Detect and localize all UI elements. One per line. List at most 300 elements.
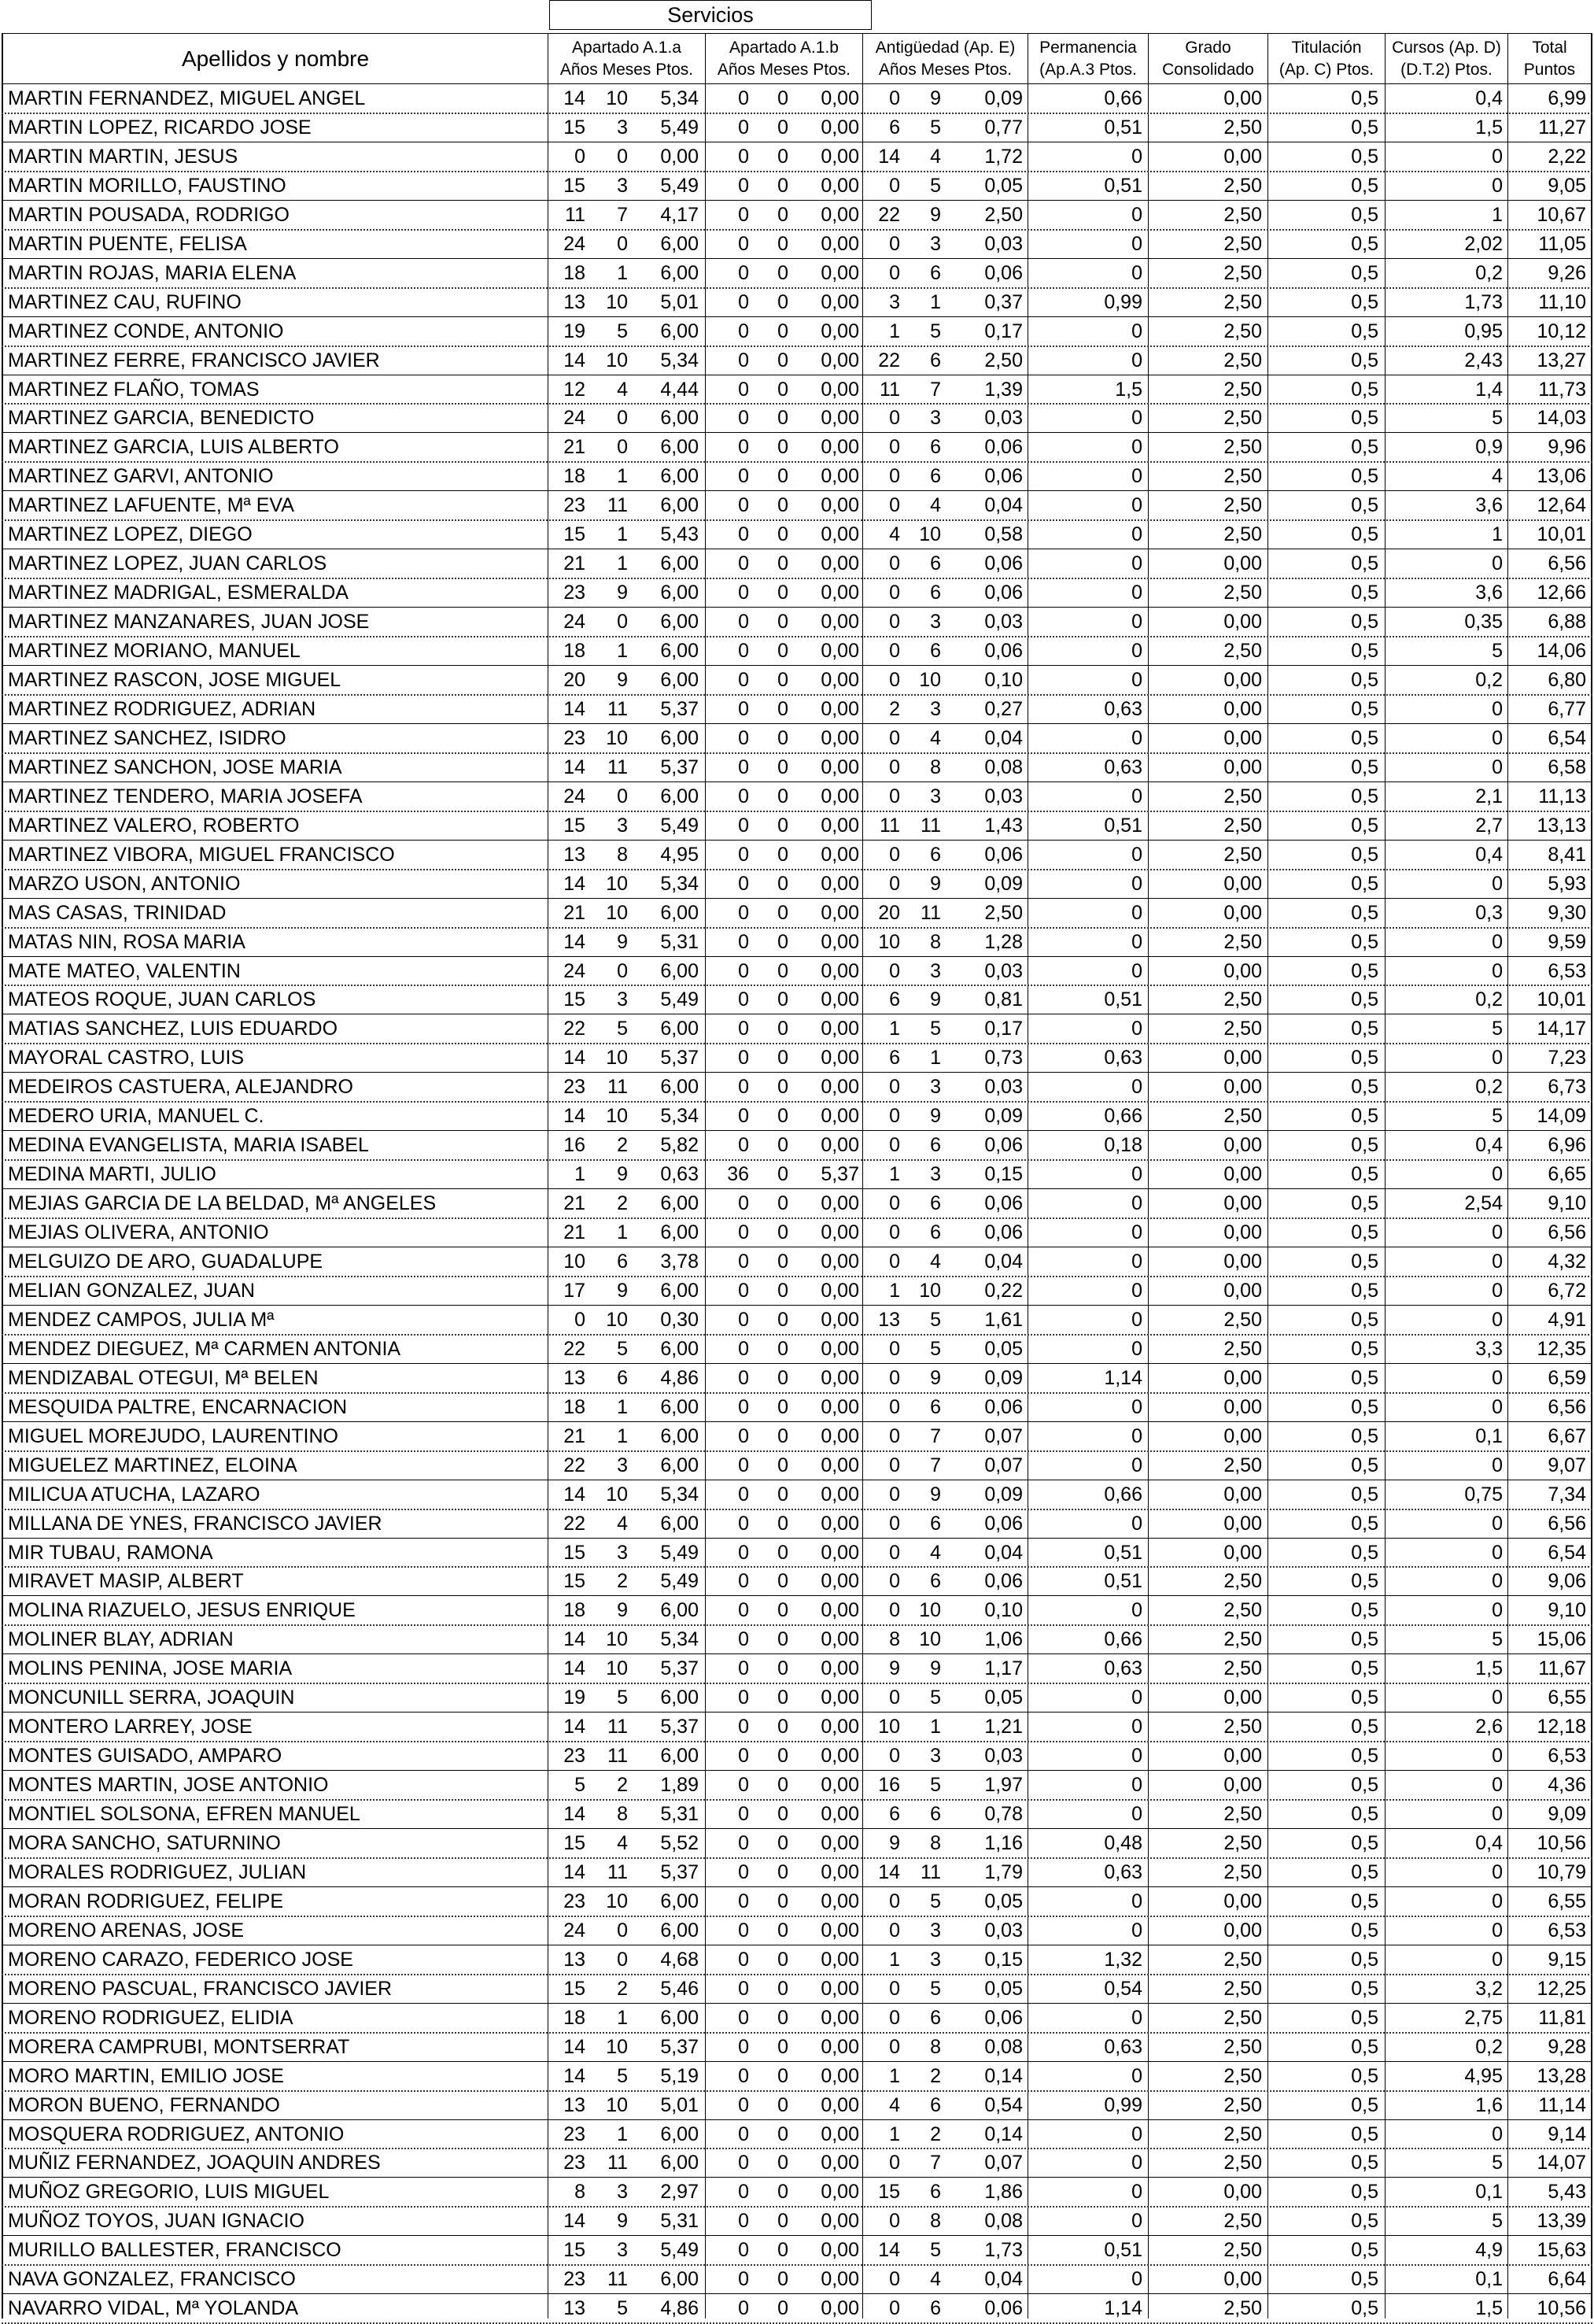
a1b-points-cell: 0,00	[821, 1134, 859, 1157]
a1a-months-cell: 9	[617, 1279, 628, 1302]
name-cell: MAYORAL CASTRO, LUIS	[8, 1047, 245, 1070]
name-cell: MARTINEZ SANCHON, JOSE MARIA	[8, 756, 342, 778]
a1b-months-cell: 0	[777, 436, 788, 459]
name-cell: MIGUEL MOREJUDO, LAURENTINO	[8, 1424, 338, 1447]
a1a-points-cell: 6,00	[660, 1018, 699, 1040]
antiguedad-months-cell: 9	[930, 988, 941, 1011]
a1b-years-cell: 0	[738, 407, 749, 430]
table-row	[0, 1073, 1594, 1102]
name-cell: MIGUELEZ MARTINEZ, ELOINA	[8, 1454, 297, 1476]
titulacion-cell: 0,5	[1351, 87, 1378, 109]
titulacion-cell: 0,5	[1351, 1337, 1378, 1360]
a1a-months-cell: 1	[617, 1424, 628, 1447]
a1a-months-cell: 8	[617, 1803, 628, 1826]
a1a-points-cell: 6,00	[660, 1512, 699, 1535]
a1a-points-cell: 6,00	[660, 1599, 699, 1622]
antiguedad-months-cell: 6	[930, 1192, 941, 1215]
grado-cell: 2,50	[1223, 436, 1262, 459]
a1b-points-cell: 0,00	[821, 378, 859, 401]
grado-cell: 2,50	[1223, 2152, 1262, 2174]
total-cell: 12,35	[1537, 1337, 1586, 1360]
a1a-points-cell: 6,00	[660, 785, 699, 807]
a1b-years-cell: 0	[738, 1948, 749, 1971]
antiguedad-points-cell: 0,06	[984, 2297, 1023, 2320]
total-cell: 11,14	[1538, 2093, 1586, 2116]
permanencia-cell: 0,66	[1104, 1483, 1142, 1506]
total-cell: 6,53	[1548, 1919, 1586, 1942]
name-cell: MONCUNILL SERRA, JOAQUIN	[8, 1687, 295, 1709]
grado-cell: 0,00	[1223, 1076, 1262, 1099]
a1b-years-cell: 0	[738, 1221, 749, 1244]
permanencia-cell: 0,51	[1104, 814, 1142, 837]
a1a-years-cell: 15	[563, 1832, 585, 1854]
antiguedad-years-cell: 10	[878, 930, 900, 953]
name-cell: MARTINEZ MADRIGAL, ESMERALDA	[8, 582, 349, 604]
cursos-cell: 0,75	[1464, 1483, 1503, 1506]
antiguedad-months-cell: 6	[930, 2006, 941, 2029]
table-row	[0, 608, 1594, 637]
a1b-years-cell: 0	[738, 1251, 749, 1273]
a1a-points-cell: 5,37	[660, 1716, 699, 1738]
total-cell: 6,65	[1548, 1163, 1586, 1186]
table-row	[0, 2004, 1594, 2033]
permanencia-cell: 0	[1131, 1395, 1142, 1418]
titulacion-cell: 0,5	[1351, 407, 1378, 430]
total-cell: 13,27	[1537, 349, 1586, 371]
a1a-years-cell: 18	[563, 1599, 585, 1622]
grado-cell: 2,50	[1223, 1308, 1262, 1331]
permanencia-cell: 0	[1131, 2152, 1142, 2174]
antiguedad-points-cell: 0,17	[984, 320, 1023, 342]
a1b-points-cell: 0,00	[821, 1599, 859, 1622]
table-row	[0, 1858, 1594, 1887]
name-cell: MARTIN LOPEZ, RICARDO JOSE	[8, 116, 312, 139]
a1a-months-cell: 0	[617, 785, 628, 807]
grado-cell: 0,00	[1223, 552, 1262, 575]
antiguedad-years-cell: 0	[889, 1890, 900, 1912]
grado-cell: 0,00	[1223, 1774, 1262, 1797]
a1a-points-cell: 6,00	[660, 1337, 699, 1360]
permanencia-cell: 1,5	[1115, 378, 1142, 401]
antiguedad-months-cell: 9	[930, 872, 941, 895]
a1a-years-cell: 16	[563, 1134, 585, 1157]
a1a-months-cell: 0	[617, 232, 628, 255]
a1a-points-cell: 4,44	[660, 378, 699, 401]
total-cell: 14,07	[1537, 2152, 1586, 2174]
header-grado: Grado Consolidado	[1162, 39, 1254, 79]
name-cell: MIR TUBAU, RAMONA	[8, 1541, 213, 1564]
a1b-years-cell: 0	[738, 640, 749, 663]
antiguedad-months-cell: 4	[930, 2268, 941, 2291]
permanencia-cell: 0,51	[1104, 1570, 1142, 1593]
total-cell: 6,96	[1548, 1134, 1586, 1157]
a1a-points-cell: 5,43	[660, 523, 699, 546]
a1b-months-cell: 0	[777, 2297, 788, 2320]
name-cell: MILICUA ATUCHA, LAZARO	[8, 1483, 260, 1506]
a1b-years-cell: 0	[738, 669, 749, 691]
a1b-years-cell: 0	[738, 2064, 749, 2087]
name-cell: MATAS NIN, ROSA MARIA	[8, 930, 245, 953]
a1a-months-cell: 11	[607, 1716, 628, 1738]
a1b-months-cell: 0	[777, 1716, 788, 1738]
antiguedad-months-cell: 5	[930, 2239, 941, 2262]
total-cell: 8,41	[1548, 843, 1586, 866]
a1b-months-cell: 0	[777, 1105, 788, 1128]
permanencia-cell: 0,66	[1104, 1628, 1142, 1651]
antiguedad-points-cell: 1,79	[984, 1860, 1023, 1883]
a1a-points-cell: 5,52	[660, 1832, 699, 1854]
name-cell: NAVARRO VIDAL, Mª YOLANDA	[8, 2297, 299, 2320]
antiguedad-months-cell: 5	[930, 1890, 941, 1912]
table-row	[0, 2236, 1594, 2265]
a1b-months-cell: 0	[777, 1395, 788, 1418]
a1b-years-cell: 0	[738, 1687, 749, 1709]
antiguedad-years-cell: 1	[889, 2123, 900, 2145]
grado-cell: 2,50	[1223, 1105, 1262, 1128]
antiguedad-months-cell: 3	[930, 407, 941, 430]
a1a-months-cell: 0	[617, 1948, 628, 1971]
table-row	[0, 695, 1594, 724]
grado-cell: 2,50	[1223, 261, 1262, 284]
a1a-points-cell: 4,95	[660, 843, 699, 866]
a1a-years-cell: 12	[563, 378, 585, 401]
antiguedad-points-cell: 1,21	[984, 1716, 1023, 1738]
a1a-years-cell: 14	[563, 87, 585, 109]
a1b-points-cell: 0,00	[821, 1977, 859, 2000]
grado-cell: 2,50	[1223, 2064, 1262, 2087]
antiguedad-points-cell: 0,06	[984, 1512, 1023, 1535]
name-cell: MIRAVET MASIP, ALBERT	[8, 1570, 244, 1593]
a1b-months-cell: 0	[777, 1919, 788, 1942]
antiguedad-points-cell: 0,03	[984, 1745, 1023, 1768]
a1b-years-cell: 0	[738, 1018, 749, 1040]
grado-cell: 2,50	[1223, 1948, 1262, 1971]
a1a-months-cell: 0	[617, 407, 628, 430]
a1b-years-cell: 0	[738, 2297, 749, 2320]
permanencia-cell: 0	[1131, 1192, 1142, 1215]
a1a-points-cell: 4,86	[660, 1366, 699, 1389]
cursos-cell: 0	[1492, 1948, 1503, 1971]
antiguedad-points-cell: 0,05	[984, 1337, 1023, 1360]
a1a-years-cell: 23	[563, 1076, 585, 1099]
antiguedad-years-cell: 0	[889, 1134, 900, 1157]
antiguedad-years-cell: 0	[889, 2268, 900, 2291]
table-row	[0, 462, 1594, 491]
a1a-months-cell: 7	[617, 203, 628, 226]
table-row	[0, 346, 1594, 375]
a1b-points-cell: 0,00	[821, 582, 859, 604]
a1a-months-cell: 1	[617, 261, 628, 284]
a1a-months-cell: 2	[617, 1977, 628, 2000]
a1a-years-cell: 23	[563, 726, 585, 749]
total-cell: 11,13	[1538, 785, 1586, 807]
titulacion-cell: 0,5	[1351, 1716, 1378, 1738]
titulacion-cell: 0,5	[1351, 436, 1378, 459]
a1b-points-cell: 0,00	[821, 1424, 859, 1447]
titulacion-cell: 0,5	[1351, 1076, 1378, 1099]
antiguedad-years-cell: 11	[880, 814, 900, 837]
a1a-months-cell: 3	[617, 116, 628, 139]
grado-cell: 0,00	[1223, 726, 1262, 749]
cursos-cell: 1	[1492, 203, 1503, 226]
cursos-cell: 5	[1492, 1018, 1503, 1040]
a1a-years-cell: 24	[563, 785, 585, 807]
antiguedad-points-cell: 0,08	[984, 756, 1023, 778]
a1b-points-cell: 0,00	[821, 1832, 859, 1854]
table-row	[0, 1771, 1594, 1800]
table-row	[0, 2062, 1594, 2091]
a1b-years-cell: 0	[738, 465, 749, 488]
antiguedad-years-cell: 1	[889, 2064, 900, 2087]
titulacion-cell: 0,5	[1351, 232, 1378, 255]
table-row	[0, 1277, 1594, 1306]
antiguedad-months-cell: 2	[930, 2123, 941, 2145]
table-row	[0, 1683, 1594, 1713]
permanencia-cell: 0	[1131, 669, 1142, 691]
antiguedad-points-cell: 0,58	[984, 523, 1023, 546]
name-cell: MELGUIZO DE ARO, GUADALUPE	[8, 1251, 323, 1273]
cursos-cell: 2,02	[1464, 232, 1503, 255]
table-row	[0, 433, 1594, 462]
a1a-points-cell: 5,01	[660, 290, 699, 313]
antiguedad-points-cell: 0,14	[984, 2064, 1023, 2087]
grado-cell: 0,00	[1223, 872, 1262, 895]
antiguedad-months-cell: 11	[921, 814, 941, 837]
antiguedad-years-cell: 0	[889, 640, 900, 663]
antiguedad-years-cell: 0	[889, 552, 900, 575]
a1b-months-cell: 0	[777, 1803, 788, 1826]
a1b-months-cell: 0	[777, 349, 788, 371]
a1b-points-cell: 0,00	[821, 843, 859, 866]
cursos-cell: 0,4	[1475, 87, 1503, 109]
a1b-months-cell: 0	[777, 1047, 788, 1070]
permanencia-cell: 0	[1131, 436, 1142, 459]
a1b-months-cell: 0	[777, 1832, 788, 1854]
table-row	[0, 1131, 1594, 1160]
permanencia-cell: 0	[1131, 261, 1142, 284]
cursos-cell: 0	[1492, 145, 1503, 168]
name-cell: MONTES GUISADO, AMPARO	[8, 1745, 282, 1768]
table-row	[0, 841, 1594, 870]
antiguedad-years-cell: 1	[889, 1163, 900, 1186]
antiguedad-points-cell: 1,61	[984, 1308, 1023, 1331]
a1b-months-cell: 0	[777, 2123, 788, 2145]
antiguedad-years-cell: 0	[889, 232, 900, 255]
total-cell: 6,53	[1548, 1745, 1586, 1768]
name-cell: MONTIEL SOLSONA, EFREN MANUEL	[8, 1803, 360, 1826]
a1a-months-cell: 5	[617, 1018, 628, 1040]
name-cell: MORENO PASCUAL, FRANCISCO JAVIER	[8, 1977, 393, 2000]
table-row	[0, 2033, 1594, 2062]
antiguedad-years-cell: 0	[889, 1395, 900, 1418]
cursos-cell: 0	[1492, 930, 1503, 953]
total-cell: 6,99	[1548, 87, 1586, 109]
antiguedad-months-cell: 6	[930, 1134, 941, 1157]
a1a-points-cell: 6,00	[660, 1192, 699, 1215]
antiguedad-months-cell: 3	[930, 232, 941, 255]
name-cell: MARTINEZ MORIANO, MANUEL	[8, 640, 301, 663]
name-cell: MOSQUERA RODRIGUEZ, ANTONIO	[8, 2123, 345, 2145]
antiguedad-years-cell: 6	[889, 988, 900, 1011]
a1b-points-cell: 0,00	[821, 1716, 859, 1738]
permanencia-cell: 0	[1131, 523, 1142, 546]
cursos-cell: 2,6	[1475, 1716, 1503, 1738]
antiguedad-years-cell: 1	[889, 320, 900, 342]
antiguedad-points-cell: 1,43	[984, 814, 1023, 837]
antiguedad-months-cell: 5	[930, 320, 941, 342]
name-cell: MARTINEZ CAU, RUFINO	[8, 290, 242, 313]
antiguedad-points-cell: 0,09	[984, 1105, 1023, 1128]
a1b-years-cell: 0	[738, 1832, 749, 1854]
name-cell: MUÑOZ TOYOS, JUAN IGNACIO	[8, 2210, 304, 2233]
antiguedad-points-cell: 0,06	[984, 1221, 1023, 1244]
a1b-points-cell: 0,00	[821, 1687, 859, 1709]
a1b-points-cell: 0,00	[821, 901, 859, 924]
titulacion-cell: 0,5	[1351, 1163, 1378, 1186]
a1a-months-cell: 9	[617, 669, 628, 691]
titulacion-cell: 0,5	[1351, 697, 1378, 720]
grado-cell: 2,50	[1223, 988, 1262, 1011]
antiguedad-years-cell: 4	[889, 2093, 900, 2116]
titulacion-cell: 0,5	[1351, 290, 1378, 313]
a1b-months-cell: 0	[777, 1251, 788, 1273]
a1a-points-cell: 6,00	[660, 669, 699, 691]
a1a-years-cell: 24	[563, 407, 585, 430]
name-cell: MUÑOZ GREGORIO, LUIS MIGUEL	[8, 2181, 330, 2204]
a1b-months-cell: 0	[777, 1018, 788, 1040]
a1a-months-cell: 3	[617, 1541, 628, 1564]
titulacion-cell: 0,5	[1351, 814, 1378, 837]
name-cell: MUÑIZ FERNANDEZ, JOAQUIN ANDRES	[8, 2152, 381, 2174]
a1a-years-cell: 14	[563, 349, 585, 371]
a1b-years-cell: 0	[738, 1047, 749, 1070]
name-cell: MARTIN POUSADA, RODRIGO	[8, 203, 290, 226]
table-row	[0, 491, 1594, 520]
a1a-points-cell: 5,37	[660, 756, 699, 778]
name-cell: MORO MARTIN, EMILIO JOSE	[8, 2064, 284, 2087]
grado-cell: 2,50	[1223, 582, 1262, 604]
antiguedad-points-cell: 1,73	[984, 2239, 1023, 2262]
permanencia-cell: 0,63	[1104, 2035, 1142, 2058]
a1a-years-cell: 14	[563, 1657, 585, 1680]
a1b-years-cell: 0	[738, 1337, 749, 1360]
table-row	[0, 1160, 1594, 1189]
antiguedad-years-cell: 4	[889, 523, 900, 546]
name-cell: MARTINEZ SANCHEZ, ISIDRO	[8, 726, 286, 749]
name-cell: MARTIN MARTIN, JESUS	[8, 145, 238, 168]
a1b-points-cell: 0,00	[821, 2181, 859, 2204]
table-row	[0, 2120, 1594, 2149]
name-cell: MESQUIDA PALTRE, ENCARNACION	[8, 1395, 348, 1418]
name-cell: MONTES MARTIN, JOSE ANTONIO	[8, 1774, 329, 1797]
titulacion-cell: 0,5	[1351, 1134, 1378, 1157]
antiguedad-points-cell: 0,81	[984, 988, 1023, 1011]
titulacion-cell: 0,5	[1351, 2006, 1378, 2029]
cursos-cell: 0	[1492, 2123, 1503, 2145]
antiguedad-points-cell: 1,39	[984, 378, 1023, 401]
a1a-months-cell: 9	[617, 1163, 628, 1186]
a1a-months-cell: 1	[617, 552, 628, 575]
antiguedad-points-cell: 0,17	[984, 1018, 1023, 1040]
grado-cell: 2,50	[1223, 232, 1262, 255]
permanencia-cell: 0	[1131, 320, 1142, 342]
titulacion-cell: 0,5	[1351, 1047, 1378, 1070]
a1a-points-cell: 6,00	[660, 1395, 699, 1418]
antiguedad-months-cell: 7	[930, 1454, 941, 1476]
table-row	[0, 230, 1594, 259]
antiguedad-years-cell: 0	[889, 1599, 900, 1622]
a1a-years-cell: 0	[574, 1308, 585, 1331]
a1b-points-cell: 0,00	[821, 174, 859, 197]
antiguedad-years-cell: 0	[889, 1512, 900, 1535]
a1a-months-cell: 10	[606, 726, 628, 749]
a1a-years-cell: 14	[563, 930, 585, 953]
a1b-months-cell: 0	[777, 2181, 788, 2204]
a1b-months-cell: 0	[777, 2064, 788, 2087]
antiguedad-months-cell: 10	[919, 1279, 941, 1302]
a1b-years-cell: 0	[738, 959, 749, 982]
antiguedad-months-cell: 9	[930, 1657, 941, 1680]
a1a-years-cell: 23	[563, 1890, 585, 1912]
antiguedad-months-cell: 1	[930, 1716, 941, 1738]
permanencia-cell: 0	[1131, 1221, 1142, 1244]
a1a-months-cell: 3	[617, 988, 628, 1011]
grado-cell: 0,00	[1223, 1192, 1262, 1215]
a1b-points-cell: 0,00	[821, 1483, 859, 1506]
table-row	[0, 201, 1594, 230]
antiguedad-years-cell: 0	[889, 1919, 900, 1942]
permanencia-cell: 0,63	[1104, 1860, 1142, 1883]
a1a-months-cell: 10	[606, 349, 628, 371]
a1b-years-cell: 0	[738, 1890, 749, 1912]
a1b-months-cell: 0	[777, 494, 788, 517]
a1b-years-cell: 0	[738, 2210, 749, 2233]
antiguedad-years-cell: 0	[889, 1337, 900, 1360]
a1b-months-cell: 0	[777, 640, 788, 663]
a1a-months-cell: 1	[617, 523, 628, 546]
table-row	[0, 928, 1594, 957]
cursos-cell: 3,2	[1475, 1977, 1503, 2000]
a1b-points-cell: 0,00	[821, 1279, 859, 1302]
cursos-cell: 0,1	[1475, 2181, 1503, 2204]
a1b-points-cell: 0,00	[821, 1221, 859, 1244]
table-row	[0, 870, 1594, 899]
a1a-years-cell: 18	[563, 465, 585, 488]
antiguedad-years-cell: 10	[878, 1716, 900, 1738]
table-row	[0, 578, 1594, 608]
a1a-months-cell: 1	[617, 2123, 628, 2145]
a1a-years-cell: 15	[563, 2239, 585, 2262]
titulacion-cell: 0,5	[1351, 349, 1378, 371]
antiguedad-months-cell: 3	[930, 1919, 941, 1942]
antiguedad-points-cell: 0,06	[984, 843, 1023, 866]
a1a-years-cell: 21	[563, 436, 585, 459]
a1a-points-cell: 6,00	[660, 959, 699, 982]
antiguedad-years-cell: 14	[878, 2239, 900, 2262]
cursos-cell: 0	[1492, 1774, 1503, 1797]
permanencia-cell: 0	[1131, 582, 1142, 604]
antiguedad-points-cell: 0,54	[984, 2093, 1023, 2116]
total-cell: 9,59	[1548, 930, 1586, 953]
a1b-points-cell: 0,00	[821, 2093, 859, 2116]
a1b-months-cell: 0	[777, 756, 788, 778]
permanencia-cell: 0	[1131, 232, 1142, 255]
a1b-points-cell: 0,00	[821, 349, 859, 371]
a1a-months-cell: 1	[617, 640, 628, 663]
cursos-cell: 0,2	[1475, 669, 1503, 691]
a1a-years-cell: 13	[563, 2297, 585, 2320]
total-cell: 9,06	[1548, 1570, 1586, 1593]
